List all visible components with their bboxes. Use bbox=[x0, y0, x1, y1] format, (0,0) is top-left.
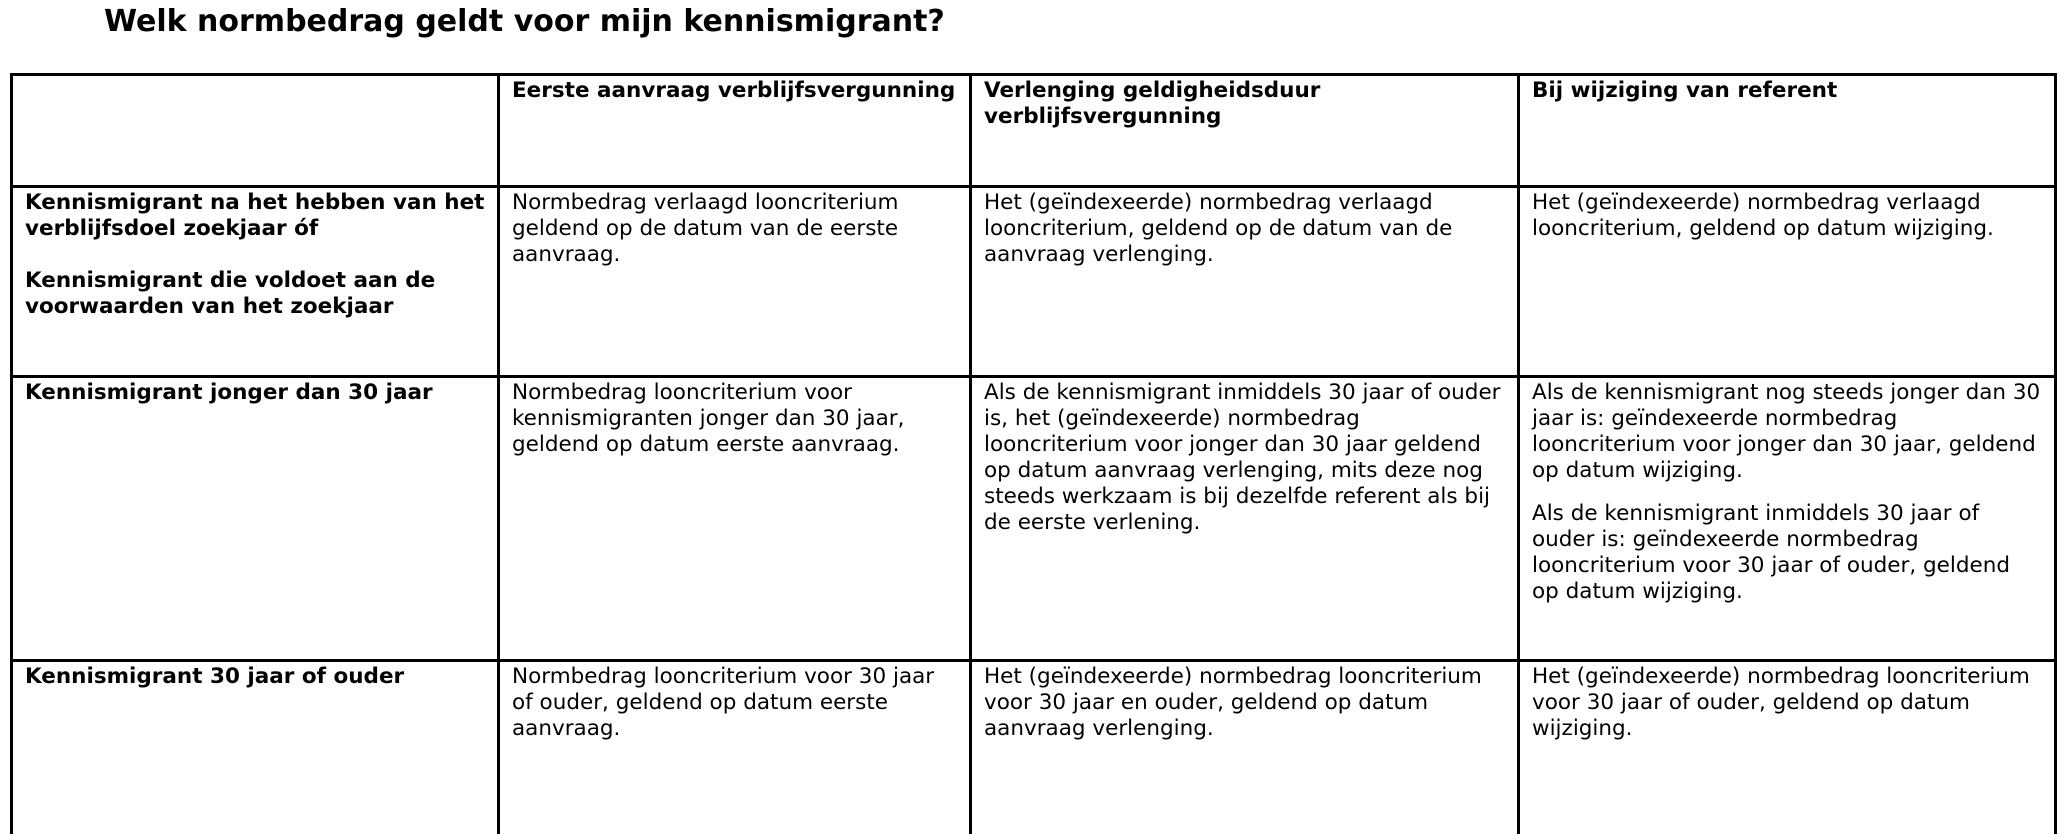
cell-first-application bbox=[499, 377, 971, 661]
row-label-cell bbox=[12, 377, 499, 661]
cell-text: Als de kennismigrant inmiddels 30 jaar of ouder is: geïndexeerde normbedrag looncriterium voor 30 jaar of ouder, geldend op datum wijziging. bbox=[1532, 501, 2011, 604]
cell-text: Het (geïndexeerde) normbedrag looncriterium voor 30 jaar en ouder, geldend op datum aanvraag verlenging. bbox=[984, 664, 1482, 741]
cell-extension bbox=[971, 187, 1519, 377]
cell-change-referent bbox=[1519, 187, 2056, 377]
table-row bbox=[12, 661, 2056, 834]
cell-text: Het (geïndexeerde) normbedrag looncriterium voor 30 jaar of ouder, geldend op datum wijziging. bbox=[1532, 664, 2030, 741]
row-label-cell bbox=[12, 661, 499, 834]
cell-change-referent bbox=[1519, 377, 2056, 661]
column-header-first-application: Eerste aanvraag verblijfsvergunning bbox=[499, 75, 971, 187]
cell-text: Als de kennismigrant nog steeds jonger dan 30 jaar is: geïndexeerde normbedrag looncriterium voor jonger dan 30 jaar, geldend op datum wijziging. bbox=[1532, 380, 2041, 483]
norm-amount-table bbox=[10, 73, 2057, 834]
cell-extension bbox=[971, 377, 1519, 661]
row-label-line: Kennismigrant na het hebben van het verblijfsdoel zoekjaar óf bbox=[25, 190, 485, 241]
cell-text: Als de kennismigrant inmiddels 30 jaar of ouder is, het (geïndexeerde) normbedrag looncriterium voor jonger dan 30 jaar geldend op datum aanvraag verlenging, mits deze nog steeds werkzaam is bij dezelfde referent als bij de eerste verlening. bbox=[984, 380, 1501, 535]
cell-first-application bbox=[499, 661, 971, 834]
row-label-line: Kennismigrant jonger dan 30 jaar bbox=[25, 380, 433, 405]
column-header-change-referent: Bij wijziging van referent bbox=[1519, 75, 2056, 187]
column-header-empty bbox=[12, 75, 499, 187]
cell-change-referent bbox=[1519, 661, 2056, 834]
page-title: Welk normbedrag geldt voor mijn kennismigrant? bbox=[104, 4, 945, 39]
cell-first-application bbox=[499, 187, 971, 377]
row-label-cell bbox=[12, 187, 499, 377]
table-header-row bbox=[12, 75, 2056, 187]
cell-text: Normbedrag looncriterium voor 30 jaar of ouder, geldend op datum eerste aanvraag. bbox=[512, 664, 935, 741]
column-header-extension: Verlenging geldigheidsduur verblijfsvergunning bbox=[971, 75, 1519, 187]
cell-extension bbox=[971, 661, 1519, 834]
cell-text: Het (geïndexeerde) normbedrag verlaagd looncriterium, geldend op de datum van de aanvraag verlenging. bbox=[984, 190, 1453, 267]
table-row bbox=[12, 187, 2056, 377]
row-label-line: Kennismigrant 30 jaar of ouder bbox=[25, 664, 405, 689]
cell-text: Het (geïndexeerde) normbedrag verlaagd looncriterium, geldend op datum wijziging. bbox=[1532, 190, 1994, 241]
table-row bbox=[12, 377, 2056, 661]
cell-text: Normbedrag verlaagd looncriterium geldend op de datum van de eerste aanvraag. bbox=[512, 190, 899, 267]
cell-text: Normbedrag looncriterium voor kennismigranten jonger dan 30 jaar, geldend op datum eerste aanvraag. bbox=[512, 380, 905, 457]
row-label-line: Kennismigrant die voldoet aan de voorwaarden van het zoekjaar bbox=[25, 268, 436, 319]
